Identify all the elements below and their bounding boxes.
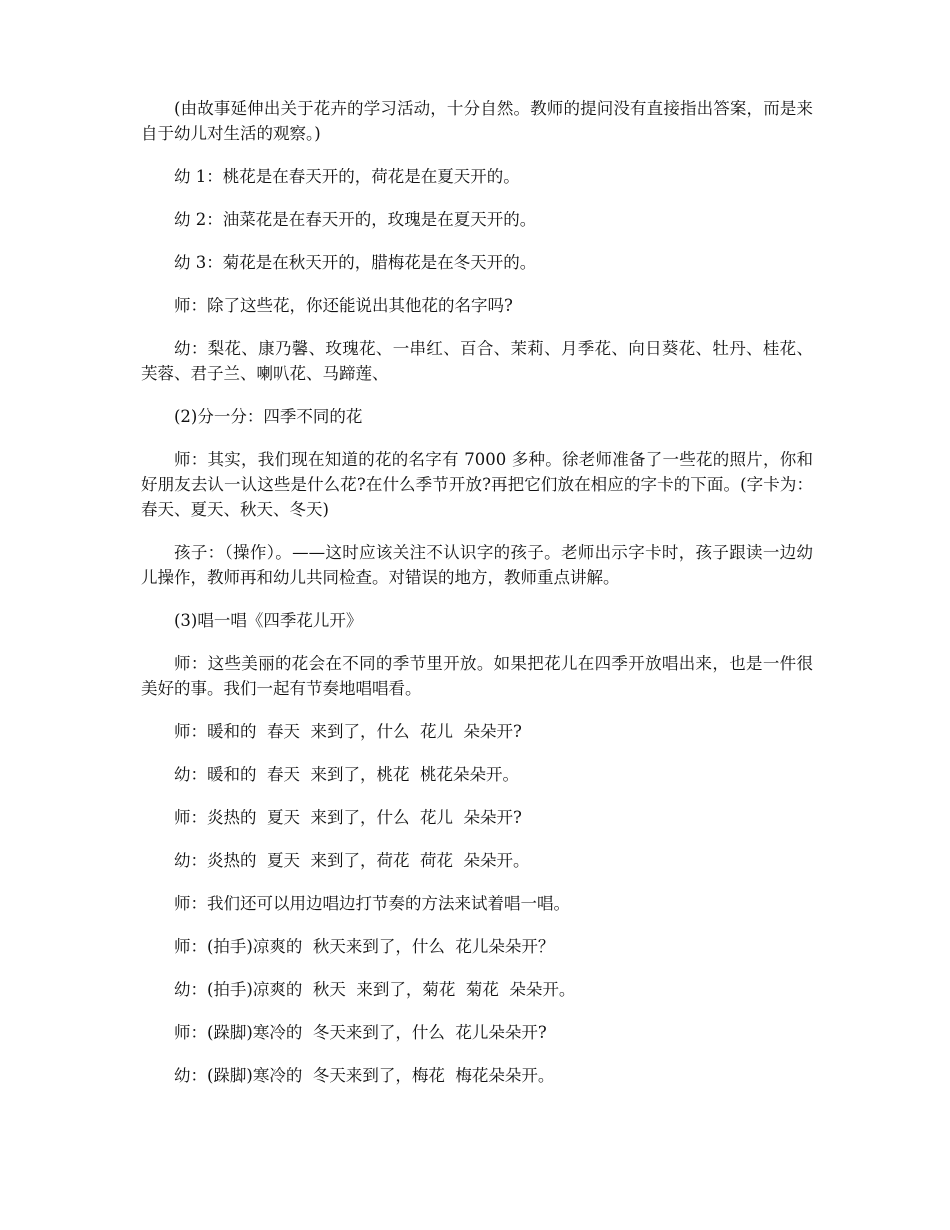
song-line-children-summer: 幼：炎热的 夏天 来到了，荷花 荷花 朵朵开。: [174, 851, 530, 870]
paragraph-child-3: 幼 3：菊花是在秋天开的，腊梅花是在冬天开的。: [174, 253, 537, 272]
paragraph-child-1: 幼 1：桃花是在春天开的，荷花是在夏天开的。: [174, 167, 520, 186]
paragraph-child-2: 幼 2：油菜花是在春天开的，玫瑰是在夏天开的。: [174, 210, 537, 229]
song-line-children-spring: 幼：暖和的 春天 来到了，桃花 桃花朵朵开。: [174, 765, 519, 784]
song-line-teacher-autumn: 师：(拍手)凉爽的 秋天来到了，什么 花儿朵朵开？: [174, 937, 555, 956]
song-line-teacher-spring: 师：暖和的 春天 来到了，什么 花儿 朵朵开?: [174, 722, 522, 741]
paragraph-children-operation: 孩子：（操作）。——这时应该关注不认识字的孩子。老师出示字卡时，孩子跟读一边幼儿操作，教师再和幼儿共同检查。对错误的地方，教师重点讲解。: [141, 543, 813, 587]
paragraph-teacher-sort-instruction: 师：其实，我们现在知道的花的名字有 7000 多种。徐老师准备了一些花的照片，你和好朋友去认一认这些是什么花?在什么季节开放?再把它们放在相应的字卡的下面。(字卡为：春天、夏天、秋天、冬天): [141, 450, 813, 519]
song-line-teacher-winter: 师：(跺脚)寒冷的 冬天来到了，什么 花儿朵朵开?: [174, 1023, 547, 1042]
section-heading-sort: (2)分一分：四季不同的花: [174, 407, 363, 426]
paragraph-intro-note: (由故事延伸出关于花卉的学习活动，十分自然。教师的提问没有直接指出答案，而是来自于幼儿对生活的观察。): [141, 99, 813, 143]
song-line-teacher-summer: 师：炎热的 夏天 来到了，什么 花儿 朵朵开?: [174, 808, 522, 827]
paragraph-teacher-question: 师：除了这些花，你还能说出其他花的名字吗?: [174, 296, 513, 315]
document-page: [141, 96, 813, 1106]
song-line-children-winter: 幼：(跺脚)寒冷的 冬天来到了，梅花 梅花朵朵开。: [174, 1066, 555, 1085]
paragraph-teacher-rhythm-intro: 师：我们还可以用边唱边打节奏的方法来试着唱一唱。: [174, 894, 570, 913]
paragraph-children-flower-list: 幼：梨花、康乃馨、玫瑰花、一串红、百合、茉莉、月季花、向日葵花、牡丹、桂花、芙蓉、君子兰、喇叭花、马蹄莲、: [141, 339, 813, 383]
paragraph-teacher-sing-intro: 师：这些美丽的花会在不同的季节里开放。如果把花儿在四季开放唱出来，也是一件很美好的事。我们一起有节奏地唱唱看。: [141, 654, 813, 698]
song-line-children-autumn: 幼：(拍手)凉爽的 秋天 来到了，菊花 菊花 朵朵开。: [174, 980, 576, 999]
section-heading-sing: (3)唱一唱《四季花儿开》: [174, 611, 363, 630]
